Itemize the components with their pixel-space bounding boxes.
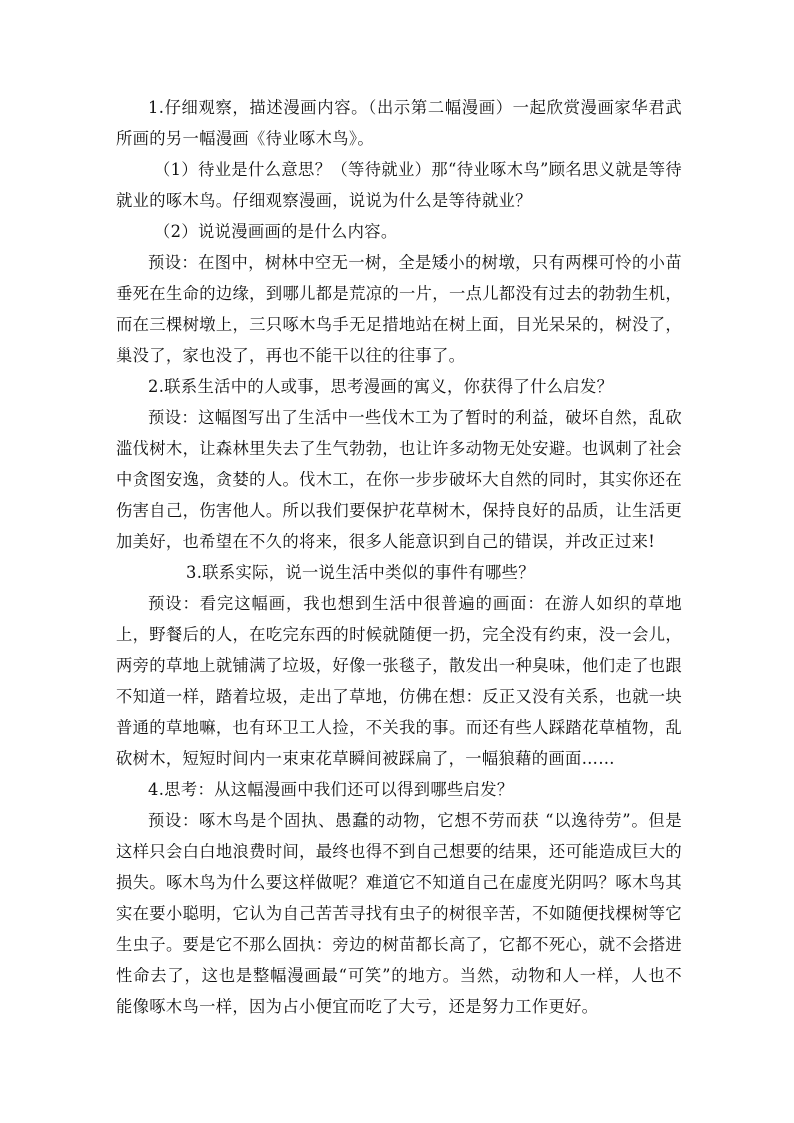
answer-4: 预设：啄木鸟是个固执、愚蠢的动物，它想不劳而获 “以逸待劳”。但是这样只会白白地浪费时间，最终也得不到自己想要的结果，还可能造成巨大的损失。啄木鸟为什么要这样做呢？难道它不知道自己在虚度光阴吗？啄木鸟其实在要小聪明，它认为自己苦苦寻找有虫子的树很辛苦，不如随便找棵树等它生虫子。要是它不那么固执：旁边的树苗都长高了，它都不死心，就不会搭进性命去了，这也是整幅漫画最“可笑”的地方。当然，动物和人一样，人也不能像啄木鸟一样，因为占小便宜而吃了大亏，还是努力工作更好。 <box>116 811 682 1016</box>
question-4: 4.思考：从这幅漫画中我们还可以得到哪些启发？ <box>148 780 514 799</box>
answer-1: 预设：在图中，树林中空无一树，全是矮小的树墩，只有两棵可怜的小苗垂死在生命的边缘，到哪儿都是荒凉的一片，一点儿都没有过去的勃勃生机，而在三棵树墩上，三只啄木鸟手无足措地站在树上面，目光呆呆的，树没了，巢没了，家也没了，再也不能干以往的往事了。 <box>116 253 682 365</box>
document-body <box>116 92 682 1022</box>
answer-3: 预设：看完这幅画，我也想到生活中很普遍的画面：在游人如织的草地上，野餐后的人，在吃完东西的时候就随便一扔，完全没有约束，没一会儿，两旁的草地上就铺满了垃圾，好像一张毯子，散发出一种臭味，他们走了也跟不知道一样，踏着垃圾，走出了草地，仿佛在想：反正又没有关系，也就一块普通的草地嘛，也有环卫工人捡，不关我的事。而还有些人踩踏花草植物，乱砍树木，短短时间内一束束花草瞬间被踩扁了，一幅狼藉的画面…… <box>116 594 682 768</box>
question-3: 3.联系实际，说一说生活中类似的事件有哪些？ <box>186 563 535 582</box>
question-1-sub-2: （2）说说漫画画的是什么内容。 <box>154 222 398 241</box>
question-2: 2.联系生活中的人或事，思考漫画的寓义，你获得了什么启发？ <box>148 377 614 396</box>
answer-2: 预设：这幅图写出了生活中一些伐木工为了暂时的利益，破坏自然，乱砍滥伐树木，让森林里失去了生气勃勃，也让许多动物无处安避。也讽刺了社会中贪图安逸，贪婪的人。伐木工，在你一步步破坏大自然的同时，其实你还在伤害自己，伤害他人。所以我们要保护花草树木，保持良好的品质，让生活更加美好，也希望在不久的将来，很多人能意识到自己的错误，并改正过来! <box>116 408 682 551</box>
question-1: 1.仔细观察，描述漫画内容。（出示第二幅漫画）一起欣赏漫画家华君武所画的另一幅漫画《待业啄木鸟》。 <box>116 98 682 148</box>
question-1-sub-1: （1）待业是什么意思？（等待就业）那“待业啄木鸟”顾名思义就是等待就业的啄木鸟。仔细观察漫画，说说为什么是等待就业？ <box>116 160 682 210</box>
